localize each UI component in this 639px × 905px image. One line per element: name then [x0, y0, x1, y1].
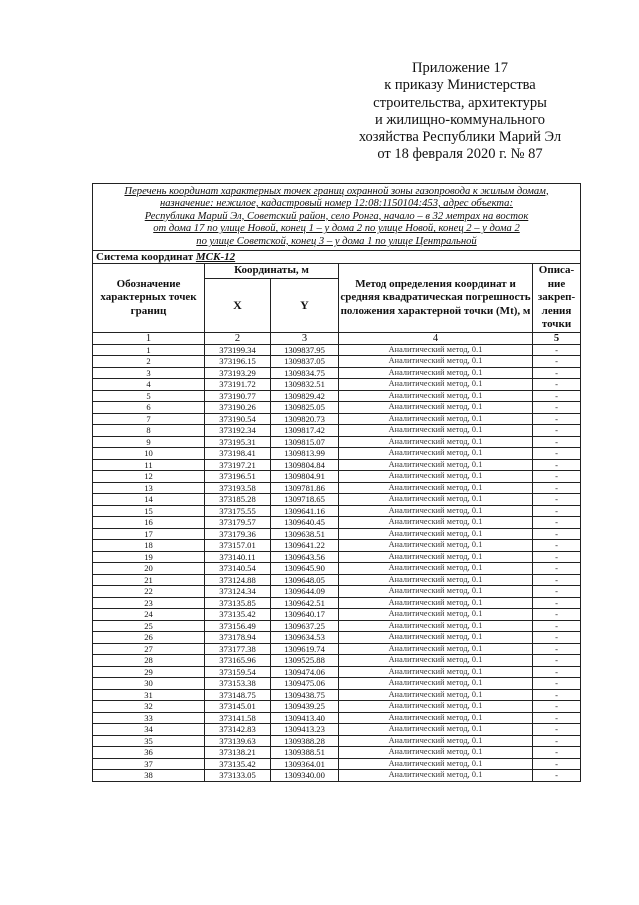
point-number-cell: 8	[93, 425, 205, 437]
method-cell: Аналитический метод, 0.1	[339, 505, 533, 517]
point-number-cell: 11	[93, 459, 205, 471]
coord-y-cell: 1309637.25	[271, 620, 339, 632]
coord-y-cell: 1309829.42	[271, 390, 339, 402]
coord-x-cell: 373141.58	[205, 712, 271, 724]
coord-y-cell: 1309525.88	[271, 655, 339, 667]
fixing-description-cell: -	[533, 448, 581, 460]
fixing-description-cell: -	[533, 609, 581, 621]
table-row	[93, 689, 581, 701]
coord-x-cell: 373124.34	[205, 586, 271, 598]
coord-y-cell: 1309438.75	[271, 689, 339, 701]
point-number-cell: 4	[93, 379, 205, 391]
method-cell: Аналитический метод, 0.1	[339, 712, 533, 724]
coord-y-cell: 1309475.06	[271, 678, 339, 690]
caption-line: от дома 17 по улице Новой, конец 1 – у дома 2 по улице Новой, конец 2 – у дома 2	[153, 223, 520, 235]
point-number-cell: 14	[93, 494, 205, 506]
header-x: X	[205, 279, 271, 332]
method-cell: Аналитический метод, 0.1	[339, 540, 533, 552]
fixing-description-cell: -	[533, 758, 581, 770]
coord-y-cell: 1309643.56	[271, 551, 339, 563]
column-number: 4	[339, 332, 533, 344]
method-cell: Аналитический метод, 0.1	[339, 494, 533, 506]
coord-x-cell: 373190.26	[205, 402, 271, 414]
method-cell: Аналитический метод, 0.1	[339, 413, 533, 425]
coord-x-cell: 373195.31	[205, 436, 271, 448]
appendix-line: хозяйства Республики Марий Эл	[358, 129, 562, 146]
coord-y-cell: 1309340.00	[271, 770, 339, 782]
coord-x-cell: 373135.85	[205, 597, 271, 609]
coord-x-cell: 373175.55	[205, 505, 271, 517]
point-number-cell: 7	[93, 413, 205, 425]
method-cell: Аналитический метод, 0.1	[339, 563, 533, 575]
method-cell: Аналитический метод, 0.1	[339, 655, 533, 667]
coord-x-cell: 373145.01	[205, 701, 271, 713]
coord-x-cell: 373135.42	[205, 758, 271, 770]
column-number: 5	[533, 332, 581, 344]
table-row	[93, 574, 581, 586]
fixing-description-cell: -	[533, 770, 581, 782]
coord-y-cell: 1309825.05	[271, 402, 339, 414]
point-number-cell: 17	[93, 528, 205, 540]
coord-x-cell: 373159.54	[205, 666, 271, 678]
coord-y-cell: 1309638.51	[271, 528, 339, 540]
coord-y-cell: 1309634.53	[271, 632, 339, 644]
method-cell: Аналитический метод, 0.1	[339, 436, 533, 448]
method-cell: Аналитический метод, 0.1	[339, 551, 533, 563]
method-cell: Аналитический метод, 0.1	[339, 689, 533, 701]
table-row	[93, 735, 581, 747]
coord-x-cell: 373157.01	[205, 540, 271, 552]
point-number-cell: 25	[93, 620, 205, 632]
point-number-cell: 12	[93, 471, 205, 483]
coord-y-cell: 1309413.23	[271, 724, 339, 736]
method-cell: Аналитический метод, 0.1	[339, 724, 533, 736]
method-cell: Аналитический метод, 0.1	[339, 586, 533, 598]
fixing-description-cell: -	[533, 482, 581, 494]
point-number-cell: 34	[93, 724, 205, 736]
coord-y-cell: 1309645.90	[271, 563, 339, 575]
fixing-description-cell: -	[533, 574, 581, 586]
method-cell: Аналитический метод, 0.1	[339, 678, 533, 690]
table-row	[93, 609, 581, 621]
fixing-description-cell: -	[533, 390, 581, 402]
table-row	[93, 551, 581, 563]
coord-x-cell: 373199.34	[205, 344, 271, 356]
point-number-cell: 30	[93, 678, 205, 690]
point-number-cell: 32	[93, 701, 205, 713]
coord-y-cell: 1309641.16	[271, 505, 339, 517]
method-cell: Аналитический метод, 0.1	[339, 367, 533, 379]
fixing-description-cell: -	[533, 563, 581, 575]
coord-y-cell: 1309804.91	[271, 471, 339, 483]
method-cell: Аналитический метод, 0.1	[339, 574, 533, 586]
coord-x-cell: 373191.72	[205, 379, 271, 391]
coord-x-cell: 373124.88	[205, 574, 271, 586]
coord-x-cell: 373133.05	[205, 770, 271, 782]
table-row	[93, 505, 581, 517]
caption-line: по улице Советской, конец 3 – у дома 1 по улице Центральной	[196, 235, 477, 247]
appendix-line: строительства, архитектуры	[373, 94, 547, 111]
fixing-description-cell: -	[533, 540, 581, 552]
method-cell: Аналитический метод, 0.1	[339, 517, 533, 529]
point-number-cell: 31	[93, 689, 205, 701]
fixing-description-cell: -	[533, 689, 581, 701]
table-row	[93, 540, 581, 552]
method-cell: Аналитический метод, 0.1	[339, 758, 533, 770]
method-cell: Аналитический метод, 0.1	[339, 379, 533, 391]
point-number-cell: 37	[93, 758, 205, 770]
caption-line: Республика Марий Эл, Советский район, село Ронга, начало – в 32 метрах на восток	[144, 210, 529, 222]
column-number: 1	[93, 332, 205, 344]
coord-y-cell: 1309648.05	[271, 574, 339, 586]
table-row	[93, 724, 581, 736]
coord-y-cell: 1309718.65	[271, 494, 339, 506]
fixing-description-cell: -	[533, 666, 581, 678]
fixing-description-cell: -	[533, 620, 581, 632]
coordinates-rows	[93, 344, 581, 781]
coord-x-cell: 373178.94	[205, 632, 271, 644]
fixing-description-cell: -	[533, 747, 581, 759]
table-row	[93, 482, 581, 494]
method-cell: Аналитический метод, 0.1	[339, 471, 533, 483]
point-number-cell: 21	[93, 574, 205, 586]
fixing-description-cell: -	[533, 517, 581, 529]
method-cell: Аналитический метод, 0.1	[339, 482, 533, 494]
method-cell: Аналитический метод, 0.1	[339, 528, 533, 540]
fixing-description-cell: -	[533, 425, 581, 437]
coord-y-cell: 1309815.07	[271, 436, 339, 448]
point-number-cell: 36	[93, 747, 205, 759]
table-row	[93, 678, 581, 690]
appendix-header	[330, 60, 590, 164]
point-number-cell: 35	[93, 735, 205, 747]
fixing-description-cell: -	[533, 402, 581, 414]
table-row	[93, 597, 581, 609]
table-row	[93, 758, 581, 770]
table-row	[93, 701, 581, 713]
method-cell: Аналитический метод, 0.1	[339, 620, 533, 632]
fixing-description-cell: -	[533, 459, 581, 471]
fixing-description-cell: -	[533, 643, 581, 655]
coord-y-cell: 1309364.01	[271, 758, 339, 770]
table-row	[93, 563, 581, 575]
table-row	[93, 517, 581, 529]
point-number-cell: 18	[93, 540, 205, 552]
coord-y-cell: 1309619.74	[271, 643, 339, 655]
method-cell: Аналитический метод, 0.1	[339, 643, 533, 655]
point-number-cell: 1	[93, 344, 205, 356]
point-number-cell: 24	[93, 609, 205, 621]
point-number-cell: 9	[93, 436, 205, 448]
fixing-description-cell: -	[533, 586, 581, 598]
point-number-cell: 19	[93, 551, 205, 563]
table-row	[93, 379, 581, 391]
method-cell: Аналитический метод, 0.1	[339, 402, 533, 414]
method-cell: Аналитический метод, 0.1	[339, 632, 533, 644]
coordinates-table	[92, 183, 581, 782]
fixing-description-cell: -	[533, 551, 581, 563]
table-row	[93, 390, 581, 402]
method-cell: Аналитический метод, 0.1	[339, 770, 533, 782]
method-cell: Аналитический метод, 0.1	[339, 701, 533, 713]
table-row	[93, 586, 581, 598]
column-number: 2	[205, 332, 271, 344]
method-cell: Аналитический метод, 0.1	[339, 597, 533, 609]
coord-y-cell: 1309413.40	[271, 712, 339, 724]
method-cell: Аналитический метод, 0.1	[339, 344, 533, 356]
header-description: Описа-ние закреп-ления точки	[533, 264, 581, 333]
coord-y-cell: 1309641.22	[271, 540, 339, 552]
point-number-cell: 2	[93, 356, 205, 368]
coord-x-cell: 373156.49	[205, 620, 271, 632]
table-row	[93, 620, 581, 632]
table-row	[93, 425, 581, 437]
point-number-cell: 33	[93, 712, 205, 724]
coord-x-cell: 373193.58	[205, 482, 271, 494]
coord-x-cell: 373190.54	[205, 413, 271, 425]
table-row	[93, 402, 581, 414]
coord-x-cell: 373148.75	[205, 689, 271, 701]
table-row	[93, 471, 581, 483]
coord-x-cell: 373139.63	[205, 735, 271, 747]
point-number-cell: 20	[93, 563, 205, 575]
header-coordinates: Координаты, м	[205, 264, 339, 279]
method-cell: Аналитический метод, 0.1	[339, 666, 533, 678]
coordinate-system-label: Система координат	[96, 251, 194, 263]
method-cell: Аналитический метод, 0.1	[339, 425, 533, 437]
point-number-cell: 5	[93, 390, 205, 402]
method-cell: Аналитический метод, 0.1	[339, 390, 533, 402]
appendix-line: и жилищно-коммунального	[374, 111, 546, 128]
point-number-cell: 28	[93, 655, 205, 667]
table-row	[93, 459, 581, 471]
fixing-description-cell: -	[533, 471, 581, 483]
coordinate-system-value: МСК-12	[195, 251, 236, 263]
coord-y-cell: 1309640.17	[271, 609, 339, 621]
coord-x-cell: 373196.15	[205, 356, 271, 368]
coord-x-cell: 373193.29	[205, 367, 271, 379]
coord-y-cell: 1309781.86	[271, 482, 339, 494]
point-number-cell: 23	[93, 597, 205, 609]
fixing-description-cell: -	[533, 505, 581, 517]
coord-y-cell: 1309817.42	[271, 425, 339, 437]
coord-x-cell: 373192.34	[205, 425, 271, 437]
coord-y-cell: 1309642.51	[271, 597, 339, 609]
coord-x-cell: 373179.36	[205, 528, 271, 540]
point-number-cell: 22	[93, 586, 205, 598]
table-row	[93, 655, 581, 667]
table-row	[93, 528, 581, 540]
fixing-description-cell: -	[533, 632, 581, 644]
coord-x-cell: 373190.77	[205, 390, 271, 402]
coord-y-cell: 1309837.05	[271, 356, 339, 368]
coord-x-cell: 373142.83	[205, 724, 271, 736]
fixing-description-cell: -	[533, 367, 581, 379]
table-row	[93, 770, 581, 782]
method-cell: Аналитический метод, 0.1	[339, 735, 533, 747]
fixing-description-cell: -	[533, 655, 581, 667]
coord-y-cell: 1309834.75	[271, 367, 339, 379]
header-method: Метод определения координат и средняя квадратическая погрешность положения характерной точки (Mt), м	[339, 264, 533, 333]
fixing-description-cell: -	[533, 413, 581, 425]
point-number-cell: 26	[93, 632, 205, 644]
table-row	[93, 632, 581, 644]
coordinate-system-row	[93, 251, 581, 264]
fixing-description-cell: -	[533, 494, 581, 506]
table-row	[93, 448, 581, 460]
table-row	[93, 344, 581, 356]
table-row	[93, 494, 581, 506]
coord-x-cell: 373197.21	[205, 459, 271, 471]
coord-y-cell: 1309388.28	[271, 735, 339, 747]
fixing-description-cell: -	[533, 724, 581, 736]
table-row	[93, 712, 581, 724]
fixing-description-cell: -	[533, 528, 581, 540]
coord-x-cell: 373140.54	[205, 563, 271, 575]
fixing-description-cell: -	[533, 356, 581, 368]
point-number-cell: 13	[93, 482, 205, 494]
fixing-description-cell: -	[533, 701, 581, 713]
fixing-description-cell: -	[533, 436, 581, 448]
header-designation: Обозначение характерных точек границ	[93, 264, 205, 333]
column-numbers-row	[93, 332, 581, 344]
appendix-line: к приказу Министерства	[384, 77, 536, 94]
coord-y-cell: 1309640.45	[271, 517, 339, 529]
coord-y-cell: 1309804.84	[271, 459, 339, 471]
coord-x-cell: 373153.38	[205, 678, 271, 690]
appendix-line: Приложение 17	[412, 60, 508, 76]
coord-x-cell: 373138.21	[205, 747, 271, 759]
point-number-cell: 16	[93, 517, 205, 529]
method-cell: Аналитический метод, 0.1	[339, 459, 533, 471]
fixing-description-cell: -	[533, 379, 581, 391]
header-y: Y	[271, 279, 339, 332]
coord-x-cell: 373196.51	[205, 471, 271, 483]
coord-x-cell: 373198.41	[205, 448, 271, 460]
method-cell: Аналитический метод, 0.1	[339, 448, 533, 460]
table-row	[93, 643, 581, 655]
point-number-cell: 38	[93, 770, 205, 782]
point-number-cell: 3	[93, 367, 205, 379]
coord-x-cell: 373135.42	[205, 609, 271, 621]
table-row	[93, 413, 581, 425]
method-cell: Аналитический метод, 0.1	[339, 747, 533, 759]
coord-y-cell: 1309439.25	[271, 701, 339, 713]
table-caption	[93, 184, 581, 251]
coord-x-cell: 373185.28	[205, 494, 271, 506]
coord-y-cell: 1309644.09	[271, 586, 339, 598]
fixing-description-cell: -	[533, 712, 581, 724]
coord-y-cell: 1309813.99	[271, 448, 339, 460]
caption-line: назначение: нежилое, кадастровый номер 12:08:1150104:453, адрес объекта:	[160, 198, 513, 210]
table-row	[93, 367, 581, 379]
coord-y-cell: 1309474.06	[271, 666, 339, 678]
fixing-description-cell: -	[533, 344, 581, 356]
appendix-line: от 18 февраля 2020 г. № 87	[377, 146, 543, 163]
coord-y-cell: 1309820.73	[271, 413, 339, 425]
point-number-cell: 29	[93, 666, 205, 678]
point-number-cell: 10	[93, 448, 205, 460]
fixing-description-cell: -	[533, 678, 581, 690]
coord-y-cell: 1309388.51	[271, 747, 339, 759]
point-number-cell: 27	[93, 643, 205, 655]
coord-x-cell: 373165.96	[205, 655, 271, 667]
coord-x-cell: 373179.57	[205, 517, 271, 529]
method-cell: Аналитический метод, 0.1	[339, 356, 533, 368]
point-number-cell: 6	[93, 402, 205, 414]
coord-y-cell: 1309837.95	[271, 344, 339, 356]
fixing-description-cell: -	[533, 597, 581, 609]
table-row	[93, 747, 581, 759]
column-number: 3	[271, 332, 339, 344]
method-cell: Аналитический метод, 0.1	[339, 609, 533, 621]
caption-line: Перечень координат характерных точек границ охранной зоны газопровода к жилым домам,	[124, 185, 549, 197]
table-row	[93, 436, 581, 448]
fixing-description-cell: -	[533, 735, 581, 747]
coord-x-cell: 373177.38	[205, 643, 271, 655]
table-row	[93, 356, 581, 368]
coord-y-cell: 1309832.51	[271, 379, 339, 391]
table-row	[93, 666, 581, 678]
coord-x-cell: 373140.11	[205, 551, 271, 563]
point-number-cell: 15	[93, 505, 205, 517]
